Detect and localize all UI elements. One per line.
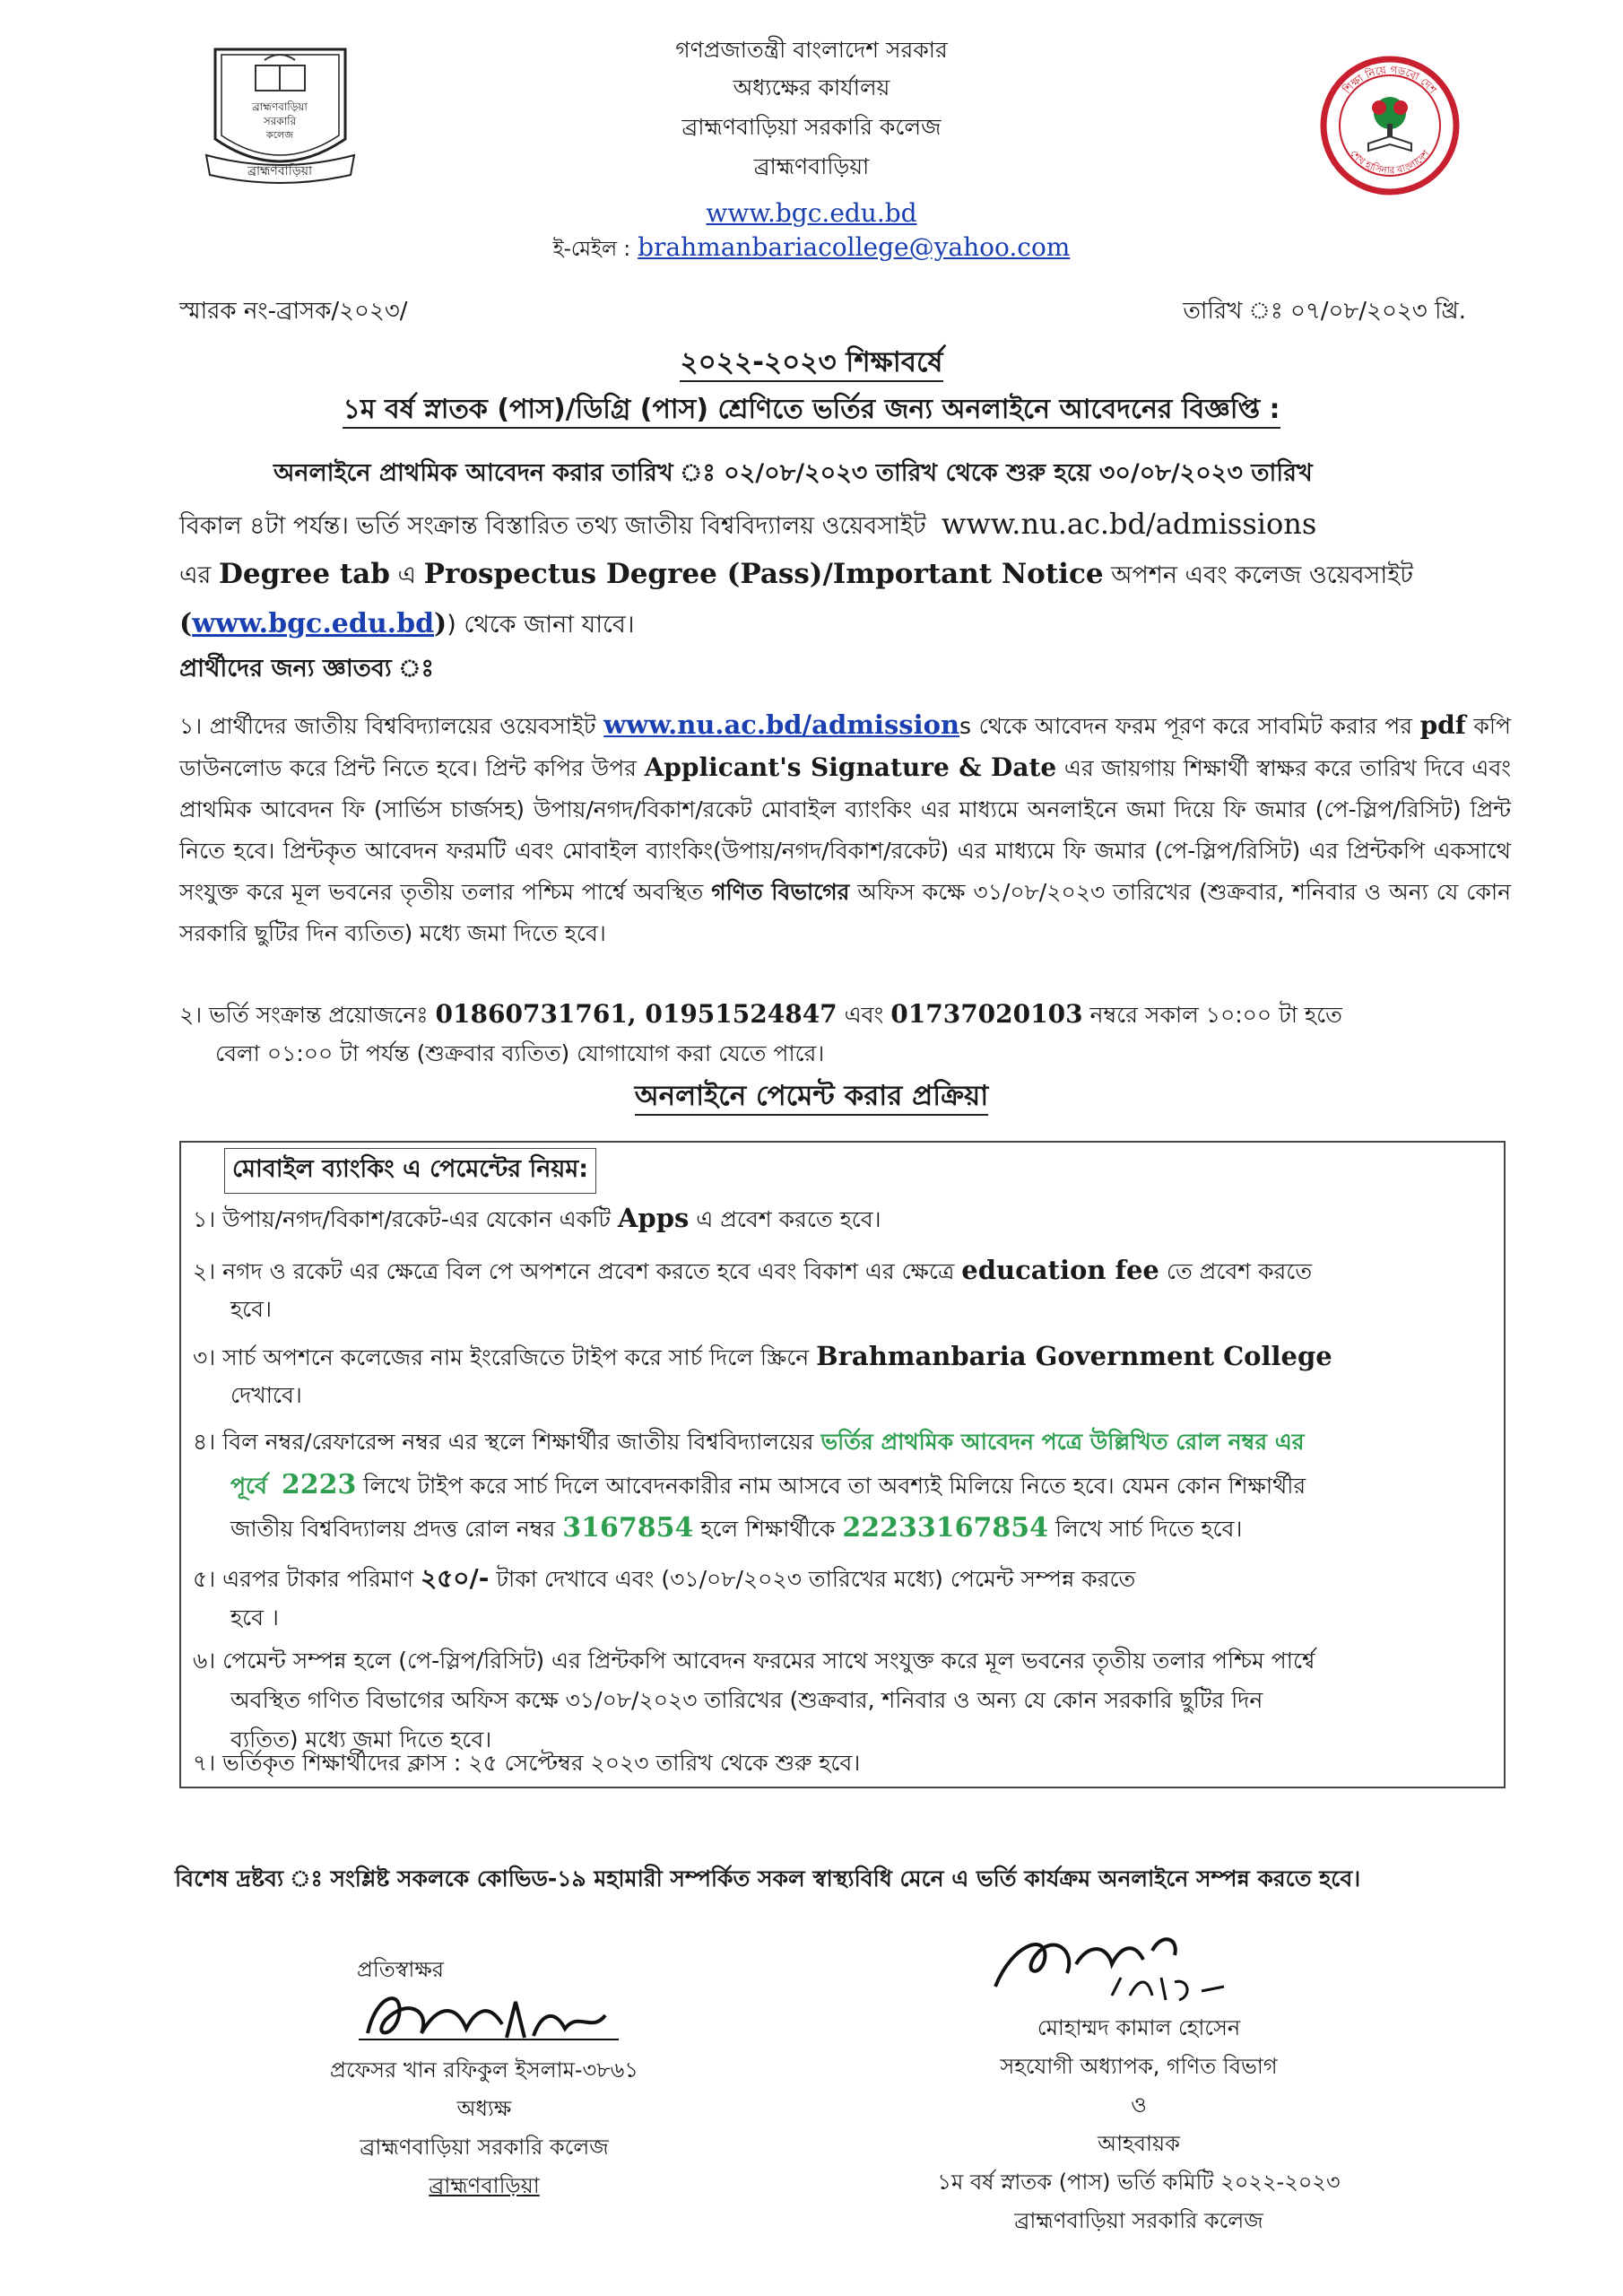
campaign-logo (1318, 54, 1462, 197)
email-label: ই-মেইল : (552, 238, 631, 261)
applicant-notes-heading: প্রার্থীদের জন্য জ্ঞাতব্য ঃ (179, 655, 434, 683)
svg-text:শেখ হাসিনার বাংলাদেশ: শেখ হাসিনার বাংলাদেশ (1348, 147, 1432, 177)
payment-process-title: অনলাইনে পেমেন্ট করার প্রক্রিয়া (635, 1080, 989, 1116)
note-2-cont: বেলা ০১:০০ টা পর্যন্ত (শুক্রবার ব্যতিত) যোগাযোগ করা যেতে পারে। (215, 1040, 825, 1066)
and-separator: ও (1131, 2092, 1147, 2118)
header-college: ব্রাহ্মণবাড়িয়া সরকারি কলেজ (681, 114, 942, 140)
svg-text:ব্রাহ্মণবাড়িয়া: ব্রাহ্মণবাড়িয়া (247, 164, 313, 178)
nu-admission-link[interactable]: www.nu.ac.bd/admission (603, 709, 960, 740)
payment-step-6: ৬। পেমেন্ট সম্পন্ন হলে (পে-স্লিপ/রিসিট) এর প্রিন্টকপি আবেদন ফরমের সাথে সংযুক্ত করে মূল ভবনের তৃতীয় তলার পশ্চিম পার্শ্বে (193, 1648, 1315, 1674)
principal-title: অধ্যক্ষ (456, 2096, 512, 2121)
header-city: ব্রাহ্মণবাড়িয়া (753, 153, 870, 179)
signature-block-principal (251, 1951, 717, 2205)
committee-name: ১ম বর্ষ স্নাতক (পাস) ভর্তি কমিটি ২০২২-২০২৩ (937, 2170, 1341, 2195)
contact-phone-3: 01737020103 (890, 999, 1083, 1029)
intro-line-3: এর Degree tab এ Prospectus Degree (Pass)/Important Notice অপশন এবং কলেজ ওয়েবসাইট (179, 558, 1413, 590)
intro-line-1: অনলাইনে প্রাথমিক আবেদন করার তারিখ ঃ ০২/০৮/২০২৩ তারিখ থেকে শুরু হয়ে ৩০/০৮/২০২৩ তারিখ (273, 459, 1313, 487)
payment-step-3-cont: দেখাবে। (230, 1382, 302, 1408)
header-office: অধ্যক্ষের কার্যালয় (733, 74, 890, 100)
special-note: বিশেষ দ্রষ্টব্য ঃ সংশ্লিষ্ট সকলকে কোভিড-১৯ মহামারী সম্পর্কিত সকল স্বাস্থ্যবিধি মেনে এ ভর্তি কার্যক্রম অনলাইনে সম্পন্ন করতে হবে। (175, 1866, 1361, 1892)
payment-step-4: ৪। বিল নম্বর/রেফারেন্স নম্বর এর স্থলে শিক্ষার্থীর জাতীয় বিশ্ববিদ্যালয়ের ভর্তির প্রাথমিক আবেদন পত্রে উল্লিখিত রোল নম্বর এর (193, 1429, 1305, 1455)
payment-step-3: ৩। সার্চ অপশনে কলেজের নাম ইংরেজিতে টাইপ করে সার্চ দিলে স্ক্রিনে Brahmanbaria Government College (193, 1341, 1332, 1371)
payment-step-2: ২। নগদ ও রকেট এর ক্ষেত্রে বিল পে অপশনে প্রবেশ করতে হবে এবং বিকাশ এর ক্ষেত্রে education fee তে প্রবেশ করতে (193, 1255, 1313, 1285)
payment-rules-heading: মোবাইল ব্যাংকিং এ পেমেন্টের নিয়ম: (224, 1148, 596, 1194)
notice-title: ১ম বর্ষ স্নাতক (পাস)/ডিগ্রি (পাস) শ্রেণিতে ভর্তির জন্য অনলাইনে আবেদনের বিজ্ঞপ্তি : (343, 394, 1280, 429)
payment-step-5: ৫। এরপর টাকার পরিমাণ ২৫০/- টাকা দেখাবে এবং (৩১/০৮/২০২৩ তারিখের মধ্যে) পেমেন্ট সম্পন্ন করতে (193, 1563, 1136, 1593)
signature-block-convener (897, 1969, 1381, 2240)
memo-number: স্মারক নং-ব্রাসক/২০২৩/ (179, 298, 408, 325)
note-2: ২। ভর্তি সংক্রান্ত প্রয়োজনেঃ 01860731761, 01951524847 এবং 01737020103 নম্বরে সকাল ১০:০০ টা হতে (179, 999, 1342, 1029)
principal-signature (323, 1984, 646, 2051)
principal-college: ব্রাহ্মণবাড়িয়া সরকারি কলেজ (360, 2135, 609, 2160)
countersign-label: প্রতিস্বাক্ষর (357, 1957, 444, 1982)
convener-role: আহবায়ক (1098, 2131, 1180, 2156)
intro-line-2: বিকাল ৪টা পর্যন্ত। ভর্তি সংক্রান্ত বিস্তারিত তথ্য জাতীয় বিশ্ববিদ্যালয় ওয়েবসাইট www.nu.ac.bd/admissions (179, 507, 1317, 541)
payment-step-6-line-3: ব্যতিত) মধ্যে জমা দিতে হবে। (230, 1726, 492, 1752)
college-logo (202, 40, 359, 188)
notice-date: তারিখ ঃ ০৭/০৮/২০২৩ খ্রি. (1183, 298, 1466, 325)
convener-title: সহযোগী অধ্যাপক, গণিত বিভাগ (1000, 2054, 1278, 2079)
payment-step-1: ১। উপায়/নগদ/বিকাশ/রকেট-এর যেকোন একটি Apps এ প্রবেশ করতে হবে। (193, 1203, 881, 1233)
principal-name: প্রফেসর খান রফিকুল ইসলাম-৩৮৬১ (330, 2057, 638, 2083)
payment-step-2-cont: হবে। (230, 1296, 273, 1322)
bgc-website-link[interactable]: www.bgc.edu.bd (192, 608, 435, 639)
convener-signature (977, 1924, 1300, 2009)
convener-name: মোহাম্মদ কামাল হোসেন (1037, 2015, 1241, 2040)
contact-phones: 01860731761, 01951524847 (435, 999, 838, 1029)
payment-step-5-cont: হবে । (230, 1605, 279, 1631)
college-website-link[interactable]: www.bgc.edu.bd (706, 198, 917, 228)
svg-text:শিক্ষা নিয়ে গড়বো দেশ: শিক্ষা নিয়ে গড়বো দেশ (1341, 63, 1439, 97)
payment-step-6-line-2: অবস্থিত গণিত বিভাগের অফিস কক্ষে ৩১/০৮/২০২৩ তারিখের (শুক্রবার, শনিবার ও অন্য যে কোন সরকারি ছুটির দিন (230, 1687, 1263, 1713)
intro-line-4: (www.bgc.edu.bd)) থেকে জানা যাবে। (179, 608, 635, 639)
svg-text:কলেজ: কলেজ (265, 129, 294, 141)
header-government: গণপ্রজাতন্ত্রী বাংলাদেশ সরকার (675, 37, 948, 63)
principal-place: ব্রাহ্মণবাড়িয়া (429, 2173, 540, 2198)
payment-step-7-text: ৭। ভর্তিকৃত শিক্ষার্থীদের ক্লাস : ২৫ সেপ্টেম্বর ২০২৩ তারিখ থেকে শুরু হবে। (193, 1750, 861, 1776)
svg-text:ব্রাহ্মণবাড়িয়া: ব্রাহ্মণবাড়িয়া (252, 100, 308, 113)
payment-step-4-line-2: পূর্বে 2223 লিখে টাইপ করে সার্চ দিলে আবেদনকারীর নাম আসবে তা অবশ্যই মিলিয়ে নিতে হবে। যেমন কোন শিক্ষার্থীর (230, 1469, 1306, 1500)
svg-text:সরকারি: সরকারি (263, 115, 297, 127)
note-1: ১। প্রার্থীদের জাতীয় বিশ্ববিদ্যালয়ের ওয়েবসাইট www.nu.ac.bd/admissions থেকে আবেদন ফরম পূরণ করে সাবমিট করার পর pdf কপি ডাউনলোড করে প্রিন্ট নিতে হবে। প্রিন্ট কপির উপর Applicant's Signature & Date এর জায়গায় শিক্ষার্থী স্বাক্ষর করে তারিখ দিবে এবং প্রাথমিক আবেদন ফি (সার্ভিস চার্জসহ) উপায়/নগদ/বিকাশ/রকেট মোবাইল ব্যাংকিং এর মাধ্যমে অনলাইনে জমা দিয়ে ফি জমার (পে-স্লিপ/রিসিট) প্রিন্ট নিতে হবে। প্রিন্টকৃত আবেদন ফরমটি এবং মোবাইল ব্যাংকিং(উপায়/নগদ/বিকাশ/রকেট) এর মাধ্যমে ফি জমার (পে-স্লিপ/রিসিট) এর প্রিন্টকপি একসাথে সংযুক্ত করে মূল ভবনের তৃতীয় তলার পশ্চিম পার্শ্বে অবস্থিত গণিত বিভাগের অফিস কক্ষে ৩১/০৮/২০২৩ তারিখের (শুক্রবার, শনিবার ও অন্য যে কোন সরকারি ছুটির দিন ব্যতিত) মধ্যে জমা দিতে হবে। (179, 709, 1511, 946)
convener-college: ব্রাহ্মণবাড়িয়া সরকারি কলেজ (1014, 2208, 1263, 2233)
payment-step-4-line-3: জাতীয় বিশ্ববিদ্যালয় প্রদত্ত রোল নম্বর 3167854 হলে শিক্ষার্থীকে 22233167854 লিখে সার্চ দিতে হবে। (230, 1512, 1243, 1544)
email-link[interactable]: brahmanbariacollege@yahoo.com (638, 232, 1071, 262)
notice-title-year: ২০২২-২০২৩ শিক্ষাবর্ষে (680, 346, 942, 382)
nu-admission-url[interactable]: www.nu.ac.bd/admissions (941, 507, 1317, 541)
